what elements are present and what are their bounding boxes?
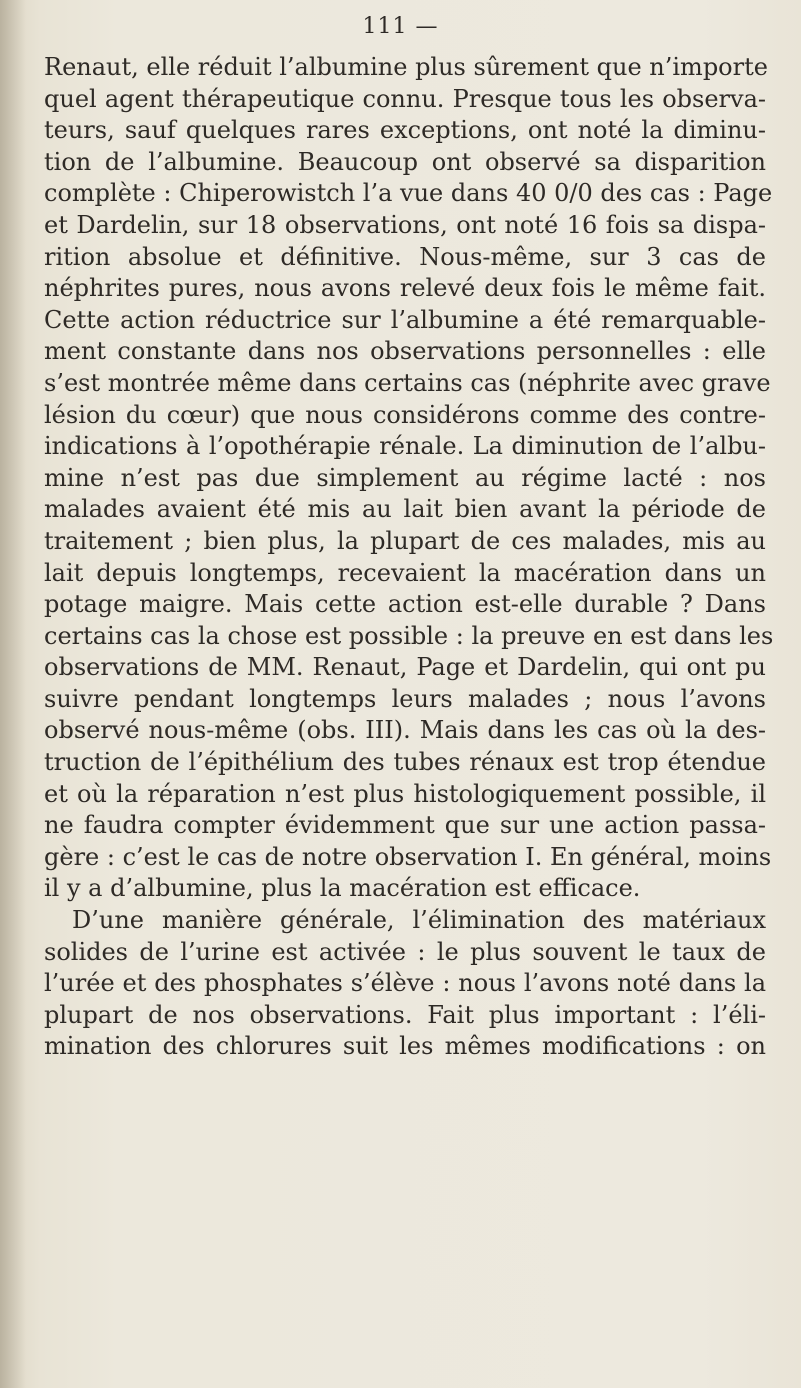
text-line: lait depuis longtemps, recevaient la macération dans un: [44, 558, 766, 587]
text-line: ment constante dans nos observations personnelles : elle: [44, 337, 766, 366]
body-text: [44, 52, 774, 1063]
text-line: tion de l’albumine. Beaucoup ont observé sa disparition: [44, 147, 766, 176]
text-line: solides de l’urine est activée : le plus souvent le taux de: [44, 937, 766, 966]
text-line: ne faudra compter évidemment que sur une action passa-: [44, 811, 766, 840]
text-line: l’urée et des phosphates s’élève : nous l’avons noté dans la: [44, 969, 766, 998]
text-line: il y a d’albumine, plus la macération est efficace.: [44, 874, 641, 903]
page-number: 111 —: [362, 14, 439, 39]
paragraph-1: [44, 52, 774, 905]
text-line: et où la réparation n’est plus histologiquement possible, il: [44, 779, 766, 808]
text-line: indications à l’opothérapie rénale. La diminution de l’albu-: [44, 432, 766, 461]
text-line: gère : c’est le cas de notre observation I. En général, moins: [44, 842, 772, 871]
text-line: malades avaient été mis au lait bien avant la période de: [44, 495, 766, 524]
text-line: complète : Chiperowistch l’a vue dans 40 0/0 des cas : Page: [44, 179, 773, 208]
text-line: mination des chlorures suit les mêmes modifications : on: [44, 1032, 766, 1061]
text-line: traitement ; bien plus, la plupart de ces malades, mis au: [44, 526, 766, 555]
page-gutter-shadow: [0, 0, 26, 1388]
text-line: plupart de nos observations. Fait plus important : l’éli-: [44, 1000, 766, 1029]
text-line: s’est montrée même dans certains cas (néphrite avec grave: [44, 368, 771, 397]
text-line: observé nous-même (obs. III). Mais dans les cas où la des-: [44, 716, 766, 745]
text-line: néphrites pures, nous avons relevé deux fois le même fait.: [44, 274, 766, 303]
paragraph-2: [44, 905, 766, 1063]
text-line: rition absolue et définitive. Nous-même, sur 3 cas de: [44, 242, 766, 271]
text-line: potage maigre. Mais cette action est-elle durable ? Dans: [44, 590, 766, 619]
text-line: truction de l’épithélium des tubes rénaux est trop étendue: [44, 748, 766, 777]
text-line: teurs, sauf quelques rares exceptions, ont noté la diminu-: [44, 116, 766, 145]
text-line: suivre pendant longtemps leurs malades ; nous l’avons: [44, 684, 766, 713]
text-line: Renaut, elle réduit l’albumine plus sûrement que n’importe: [44, 53, 768, 81]
text-line: mine n’est pas due simplement au régime lacté : nos: [44, 463, 766, 492]
text-line: lésion du cœur) que nous considérons comme des contre-: [44, 400, 766, 429]
text-line: D’une manière générale, l’élimination des matériaux: [72, 906, 766, 935]
text-line: observations de MM. Renaut, Page et Dardelin, qui ont pu: [44, 653, 766, 682]
text-line: certains cas la chose est possible : la preuve en est dans les: [44, 621, 774, 650]
text-line: et Dardelin, sur 18 observations, ont noté 16 fois sa dispa-: [44, 210, 766, 239]
text-line: Cette action réductrice sur l’albumine a été remarquable-: [44, 305, 766, 334]
text-line: quel agent thérapeutique connu. Presque tous les observa-: [44, 84, 766, 113]
